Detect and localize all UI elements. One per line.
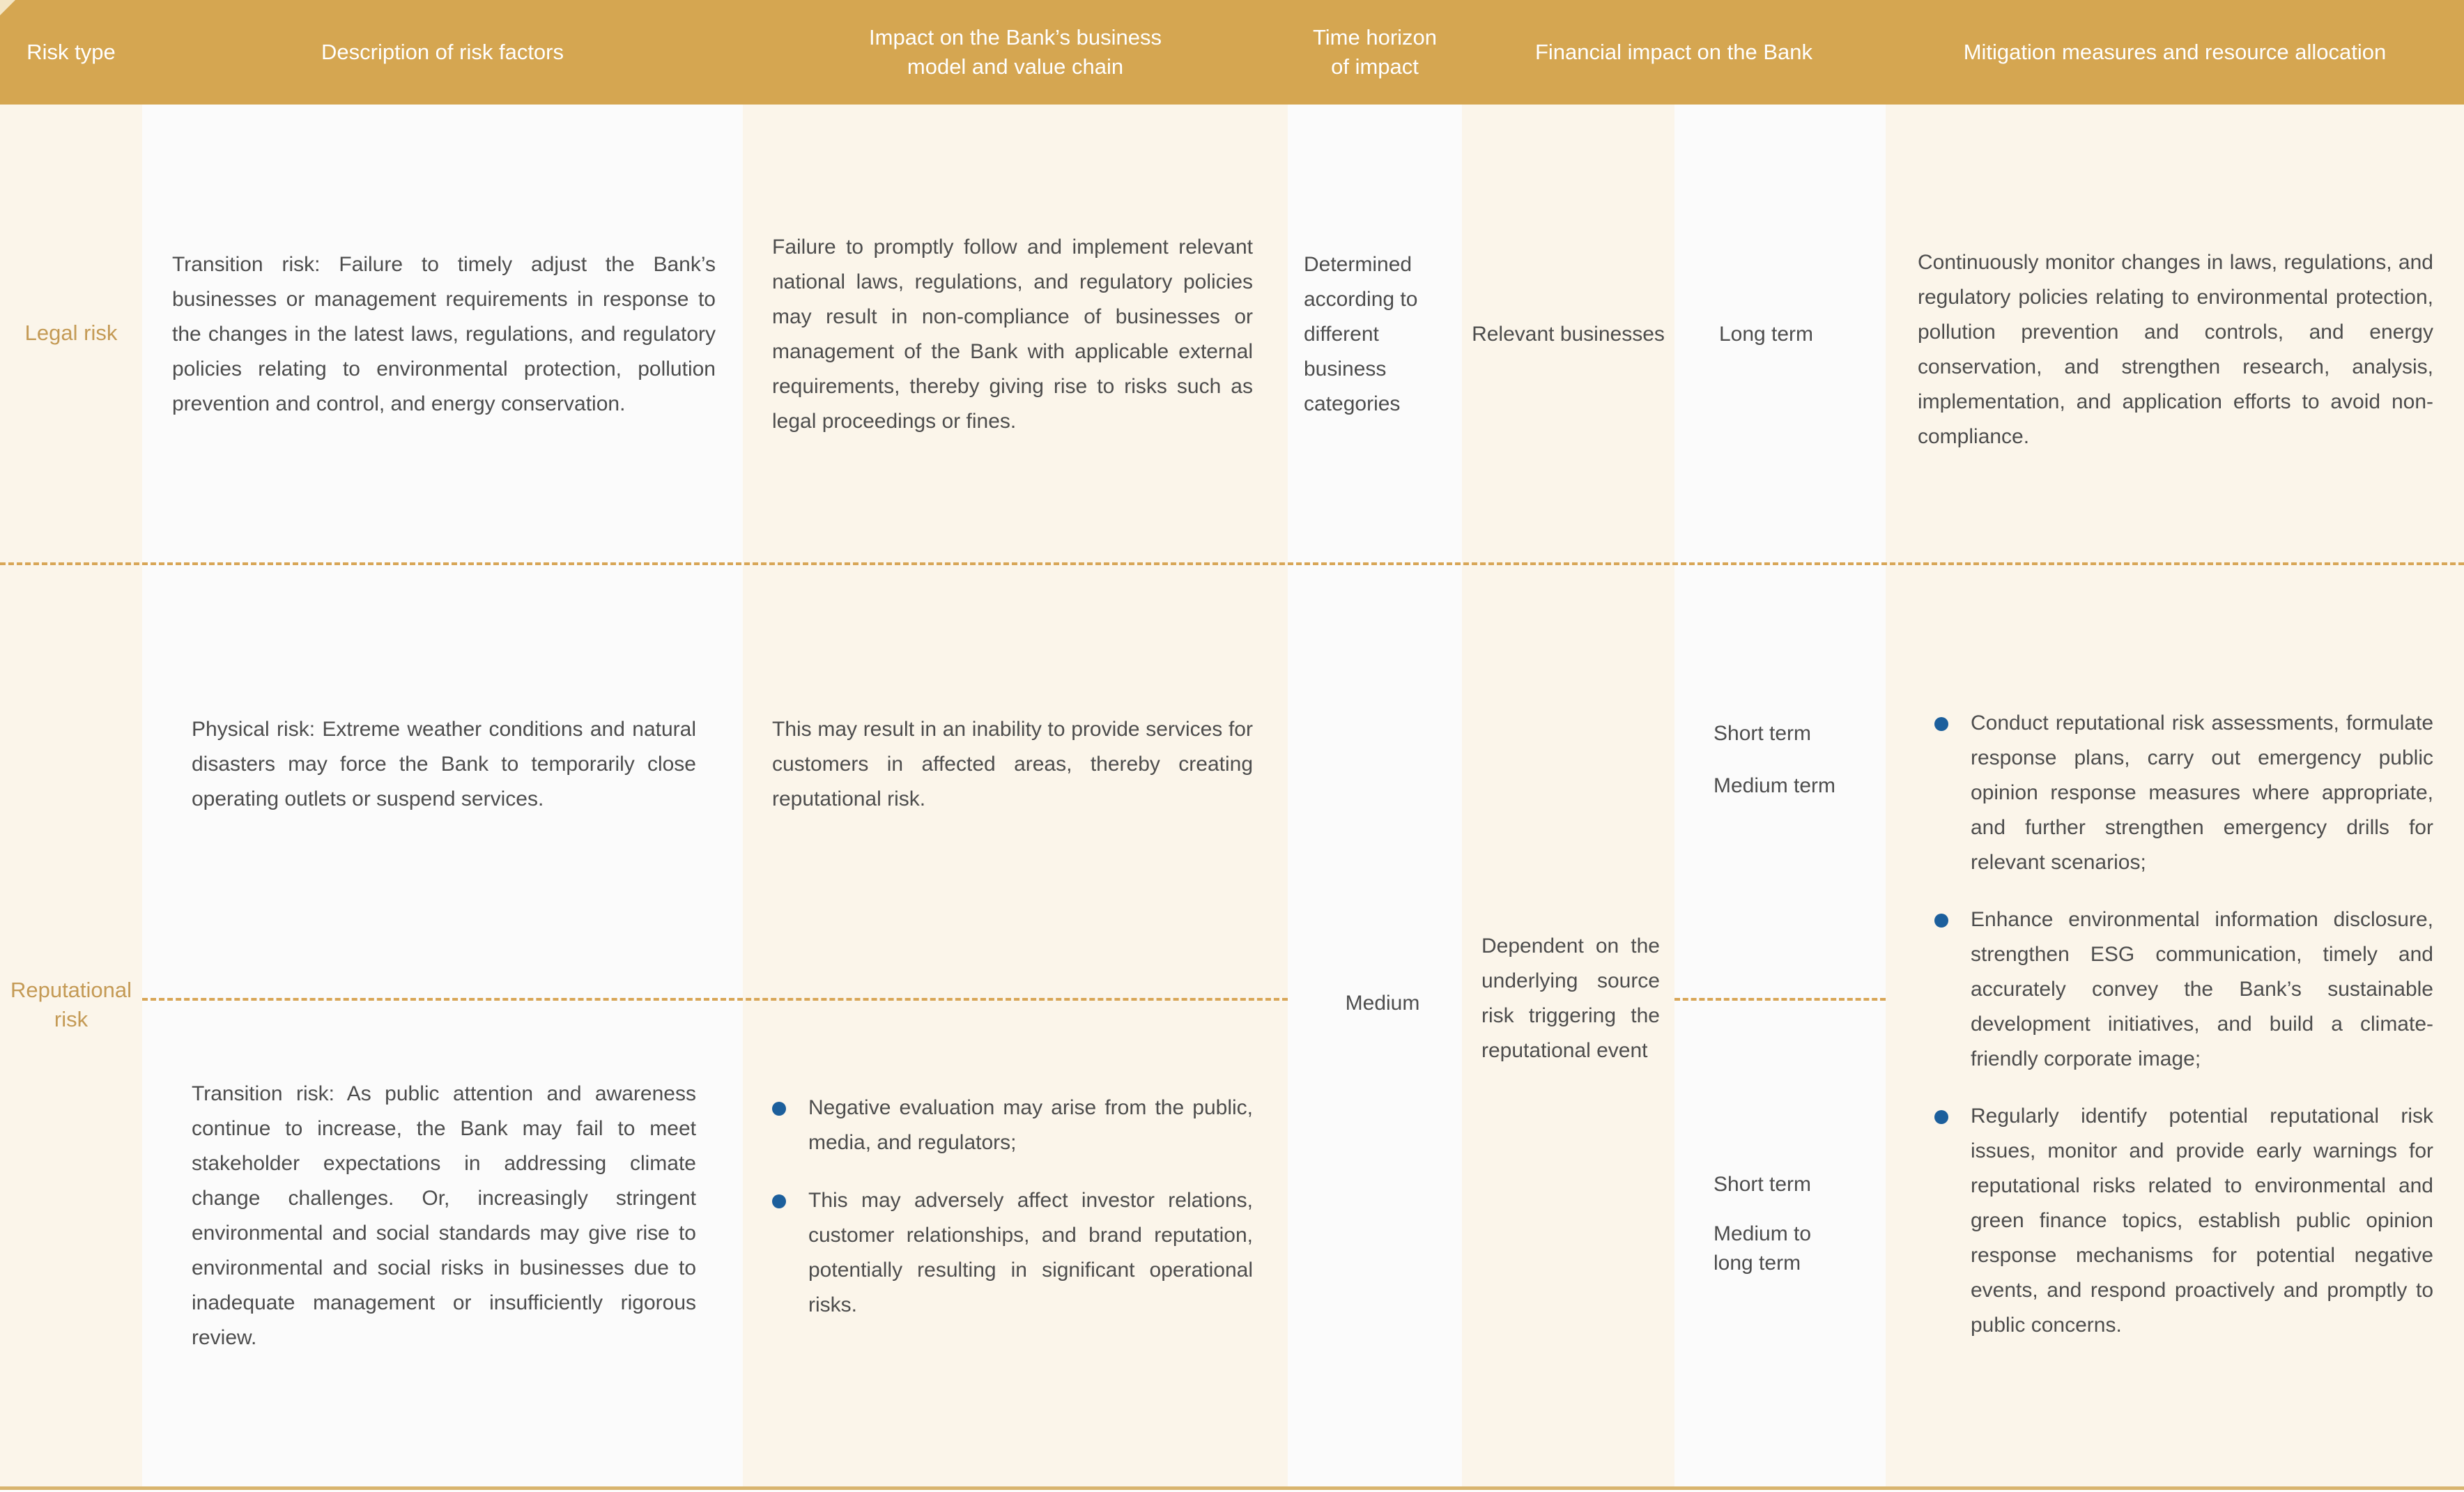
mitigation-text: Conduct reputational risk assessments, formulate response plans, carry out emergency public opinion response measures where appropriate, and further strengthen emergency drills for relevant scenarios;: [1971, 712, 2433, 874]
header-risk-type: [0, 0, 142, 105]
table-header: [0, 0, 2464, 105]
bullet-dot-icon: [772, 1194, 786, 1208]
list-item: [772, 1091, 1253, 1160]
legal-time-horizon: Determined according to different business categories: [1304, 253, 1418, 415]
list-item: [772, 1183, 1253, 1323]
mitigation-text: Enhance environmental information disclosure, strengthen ESG communication, timely and accurately convey the Bank’s sustainable development initiatives, and build a climate-friendly corporate image;: [1971, 908, 2433, 1070]
reputational-time-horizon: Medium: [1345, 992, 1420, 1015]
bullet-dot-icon: [1934, 717, 1948, 731]
list-item: [1934, 902, 2433, 1077]
legal-impact: Failure to promptly follow and implement relevant national laws, regulations, and regulatory policies may result in non-compliance of businesses or management of the Bank with applicable external requirements, thereby giving rise to risks such as legal proceedings or fines.: [772, 236, 1253, 433]
reputational-transition-term-short: Short term: [1714, 1173, 1812, 1196]
reputational-physical-term-short: Short term: [1714, 722, 1812, 745]
header-impact-line1: Impact on the Bank’s business: [869, 25, 1162, 49]
legal-description: Transition risk: Failure to timely adjust the Bank’s businesses or management requirements in response to the changes in the latest laws, regulations, and regulatory policies relating to environmental protection, pollution prevention and control, and energy conservation.: [172, 253, 716, 415]
row-divider-legal: [0, 562, 2464, 565]
reputational-physical-term-medium: Medium term: [1714, 774, 1836, 797]
row-divider-reputational-left: [142, 998, 1288, 1001]
transition-impact-text: This may adversely affect investor relations, customer relationships, and brand reputation, potentially resulting in significant operational risks.: [808, 1189, 1253, 1316]
header-time-line2: of impact: [1331, 54, 1419, 79]
header-mitigation-text: Mitigation measures and resource allocation: [1963, 40, 2387, 64]
bullet-dot-icon: [772, 1102, 786, 1116]
header-impact-line2: model and value chain: [907, 54, 1124, 79]
reputational-transition-description: Transition risk: As public attention and awareness continue to increase, the Bank may fail to meet stakeholder expectations in addressing climate change challenges. Or, increasingly stringent environmental and social standards may give rise to environmental and social risks in businesses due to inadequate management or insufficiently rigorous review.: [192, 1082, 696, 1349]
header-financial-text: Financial impact on the Bank: [1534, 40, 1813, 64]
transition-impact-text: Negative evaluation may arise from the public, media, and regulators;: [808, 1096, 1253, 1154]
reputational-physical-impact: This may result in an inability to provide services for customers in affected areas, thereby creating reputational risk.: [772, 718, 1253, 810]
bullet-dot-icon: [1934, 914, 1948, 928]
reputational-transition-term-medium-long: Medium to long term: [1714, 1222, 1812, 1275]
header-impact: [743, 0, 1288, 105]
row-divider-reputational-right: [1674, 998, 1886, 1001]
reputational-risk-label: Reputational risk: [10, 978, 132, 1031]
header-financial-impact: [1462, 0, 1886, 105]
bullet-dot-icon: [1934, 1110, 1948, 1124]
reputational-transition-impacts: [772, 1091, 1253, 1323]
mitigation-text: Regularly identify potential reputational risk issues, monitor and provide early warnings for reputational risks related to environmental and green finance topics, establish public opinion response mechanisms for potential negative events, and respond proactively and promptly to public concerns.: [1971, 1105, 2433, 1337]
legal-risk-label: Legal risk: [24, 321, 118, 345]
header-time-line1: Time horizon: [1312, 25, 1438, 49]
reputational-physical-description: Physical risk: Extreme weather conditions and natural disasters may force the Bank to temporarily close operating outlets or suspend services.: [192, 718, 696, 810]
col-bg-risk-type: [0, 105, 142, 1488]
table-bottom-line: [0, 1486, 2464, 1490]
header-time-horizon: [1288, 0, 1462, 105]
header-risk-type-text: Risk type: [26, 40, 116, 64]
reputational-financial-impact: Dependent on the underlying source risk triggering the reputational event: [1481, 935, 1660, 1062]
list-item: [1934, 706, 2433, 880]
legal-mitigation: Continuously monitor changes in laws, regulations, and regulatory policies relating to environmental protection, pollution prevention and controls, and energy conservation, and strengthen research, analysis, implementation, and application efforts to avoid non-compliance.: [1918, 251, 2433, 448]
col-bg-financial-impact: [1462, 105, 1674, 1488]
legal-financial-impact: Relevant businesses: [1472, 323, 1665, 346]
list-item: [1934, 1099, 2433, 1343]
header-mitigation: [1886, 0, 2464, 105]
legal-term: Long term: [1718, 323, 1814, 346]
header-description: [142, 0, 743, 105]
reputational-mitigations: [1934, 706, 2433, 1343]
header-description-text: Description of risk factors: [321, 40, 564, 64]
